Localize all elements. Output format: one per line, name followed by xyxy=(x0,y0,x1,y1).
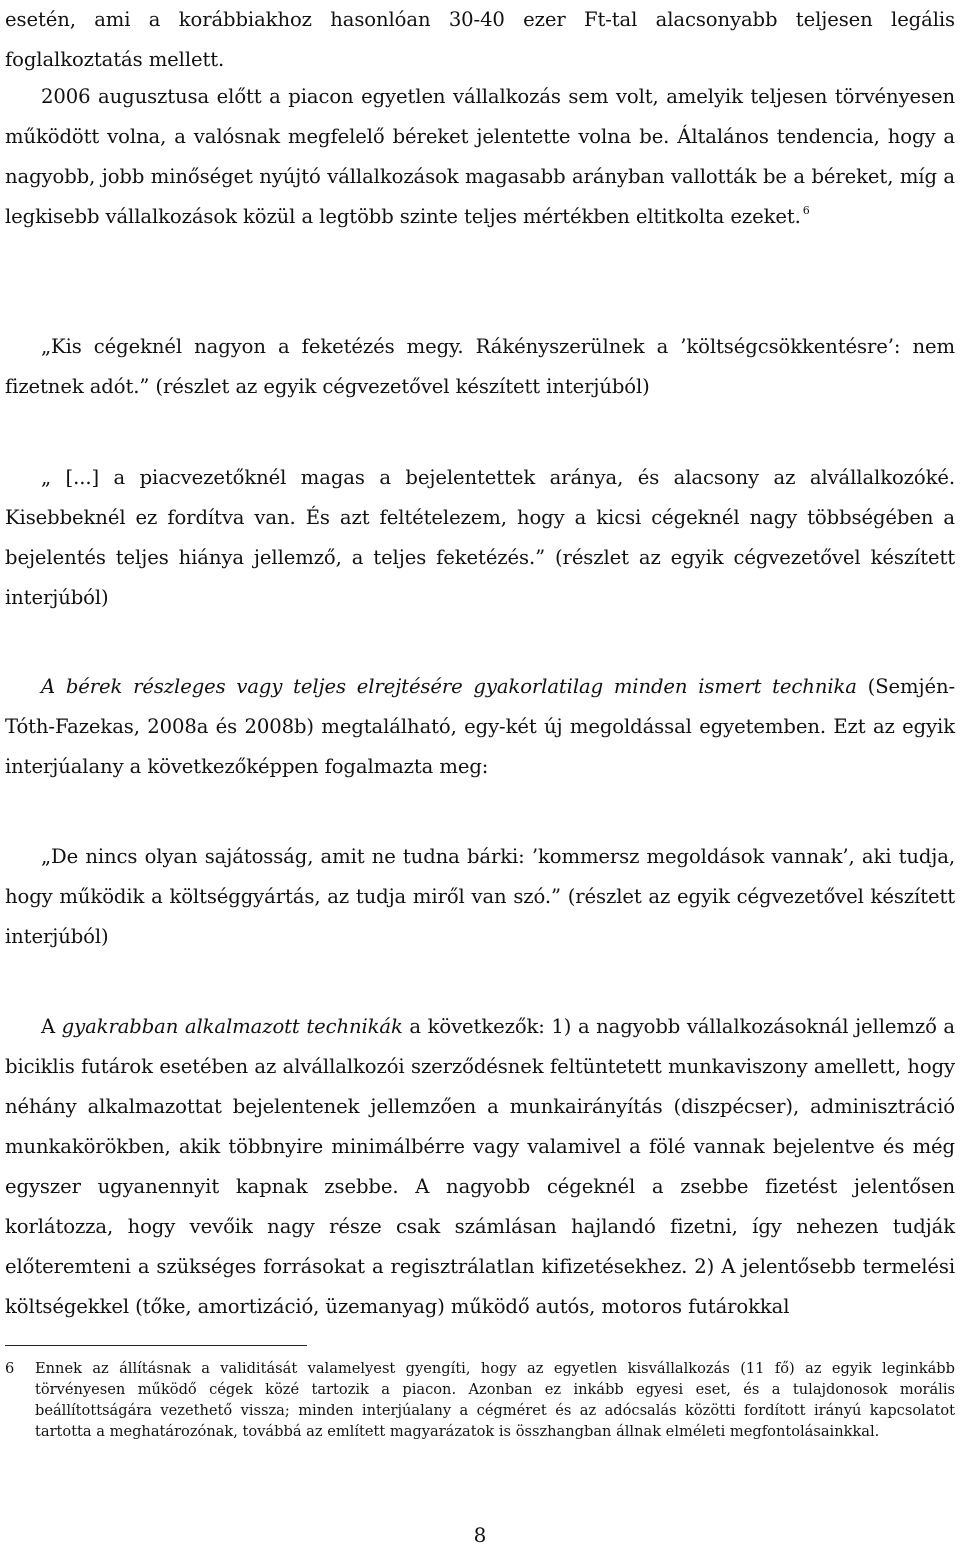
footnote-reference: 6 xyxy=(802,204,810,217)
footnote-text: Ennek az állításnak a validitását valamelyest gyengíti, hogy az egyetlen kisvállalkozás (11 fő) az egyik leginkább törvényesen működő cégek közé tartozik a piacon. Azonban ez inkább egyesi eset, és a tulajdonosok morális beállítottságára vezethető vissza; minden interjúalany a cégméret és az adócsalás közötti fordított irányú kapcsolatot tartotta a meghatározónak, továbbá az említett magyarázatok is összhangban állnak elméleti megfontolásainkkal. xyxy=(35,1360,955,1440)
paragraph-continuation xyxy=(5,0,955,80)
italic-phrase: gyakrabban alkalmazott technikák xyxy=(61,1015,403,1038)
quote-text: „Kis cégeknél nagyon a feketézés megy. Rákényszerülnek a ’költségcsökkentésre’: nem fizetnek adót.” (részlet az egyik cégvezetővel készített interjúból) xyxy=(5,335,955,398)
page-number: 8 xyxy=(473,1523,487,1547)
paragraph-text: (Semjén-Tóth-Fazekas, 2008a és 2008b) megtalálható, egy-két új megoldással egyetemben. Ezt az egyik interjúalany a következőképpen fogalmazta meg: xyxy=(5,675,955,778)
paragraph-market-2006 xyxy=(5,77,955,237)
paragraph-text: 2006 augusztusa előtt a piacon egyetlen vállalkozás sem volt, amelyik teljesen törvényesen működött volna, a valósnak megfelelő béreket jelentette volna be. Általános tendencia, hogy a nagyobb, jobb minőséget nyújtó vállalkozások magasabb arányban vallották be a béreket, míg a legkisebb vállalkozások közül a legtöbb szinte teljes mértékben eltitkolta ezeket. xyxy=(5,85,955,228)
interview-quote-2 xyxy=(5,458,955,618)
footnote-separator xyxy=(5,1345,307,1346)
paragraph-text: esetén, ami a korábbiakhoz hasonlóan 30-40 ezer Ft-tal alacsonyabb teljesen legális foglalkoztatás mellett. xyxy=(5,8,955,71)
paragraph-text: a következők: 1) a nagyobb vállalkozásoknál jellemző a biciklis futárok esetében az alvállalkozói szerződésnek feltüntetett munkaviszony amellett, hogy néhány alkalmazottat bejelentenek jellemzően a munkairányítás (diszpécser), adminisztráció munkakörökben, akik többnyire minimálbérre vagy valamivel a fölé vannak bejelentve és még egyszer ugyanennyit kapnak zsebbe. A nagyobb cégeknél a zsebbe fizetést jelentősen korlátozza, hogy vevőik nagy része csak számlásan hajlandó fizetni, így nehezen tudják előteremteni a szükséges forrásokat a regisztrálatlan kifizetésekhez. 2) A jelentősebb termelési költségekkel (tőke, amortizáció, üzemanyag) működő autós, motoros futárokkal xyxy=(5,1015,955,1318)
quote-text: „De nincs olyan sajátosság, amit ne tudna bárki: ’kommersz megoldások vannak’, aki tudja, hogy működik a költséggyártás, az tudja miről van szó.” (részlet az egyik cégvezetővel készített interjúból) xyxy=(5,845,955,948)
footnote-number: 6 xyxy=(5,1360,15,1377)
italic-phrase: A bérek részleges vagy teljes elrejtésére gyakorlatilag minden ismert technika xyxy=(41,675,857,698)
interview-quote-1 xyxy=(5,327,955,407)
paragraph-text: A xyxy=(41,1015,62,1038)
footnote xyxy=(5,1358,955,1442)
quote-text: „ [...] a piacvezetőknél magas a bejelentettek aránya, és alacsony az alvállalkozóké. Kisebbeknél ez fordítva van. És azt feltételezem, hogy a kicsi cégeknél nagy többségében a bejelentés teljes hiánya jellemző, a teljes feketézés.” (részlet az egyik cégvezetővel készített interjúból) xyxy=(5,466,955,609)
interview-quote-3 xyxy=(5,837,955,957)
paragraph-common-techniques xyxy=(5,1007,955,1327)
paragraph-techniques-intro xyxy=(5,667,955,787)
